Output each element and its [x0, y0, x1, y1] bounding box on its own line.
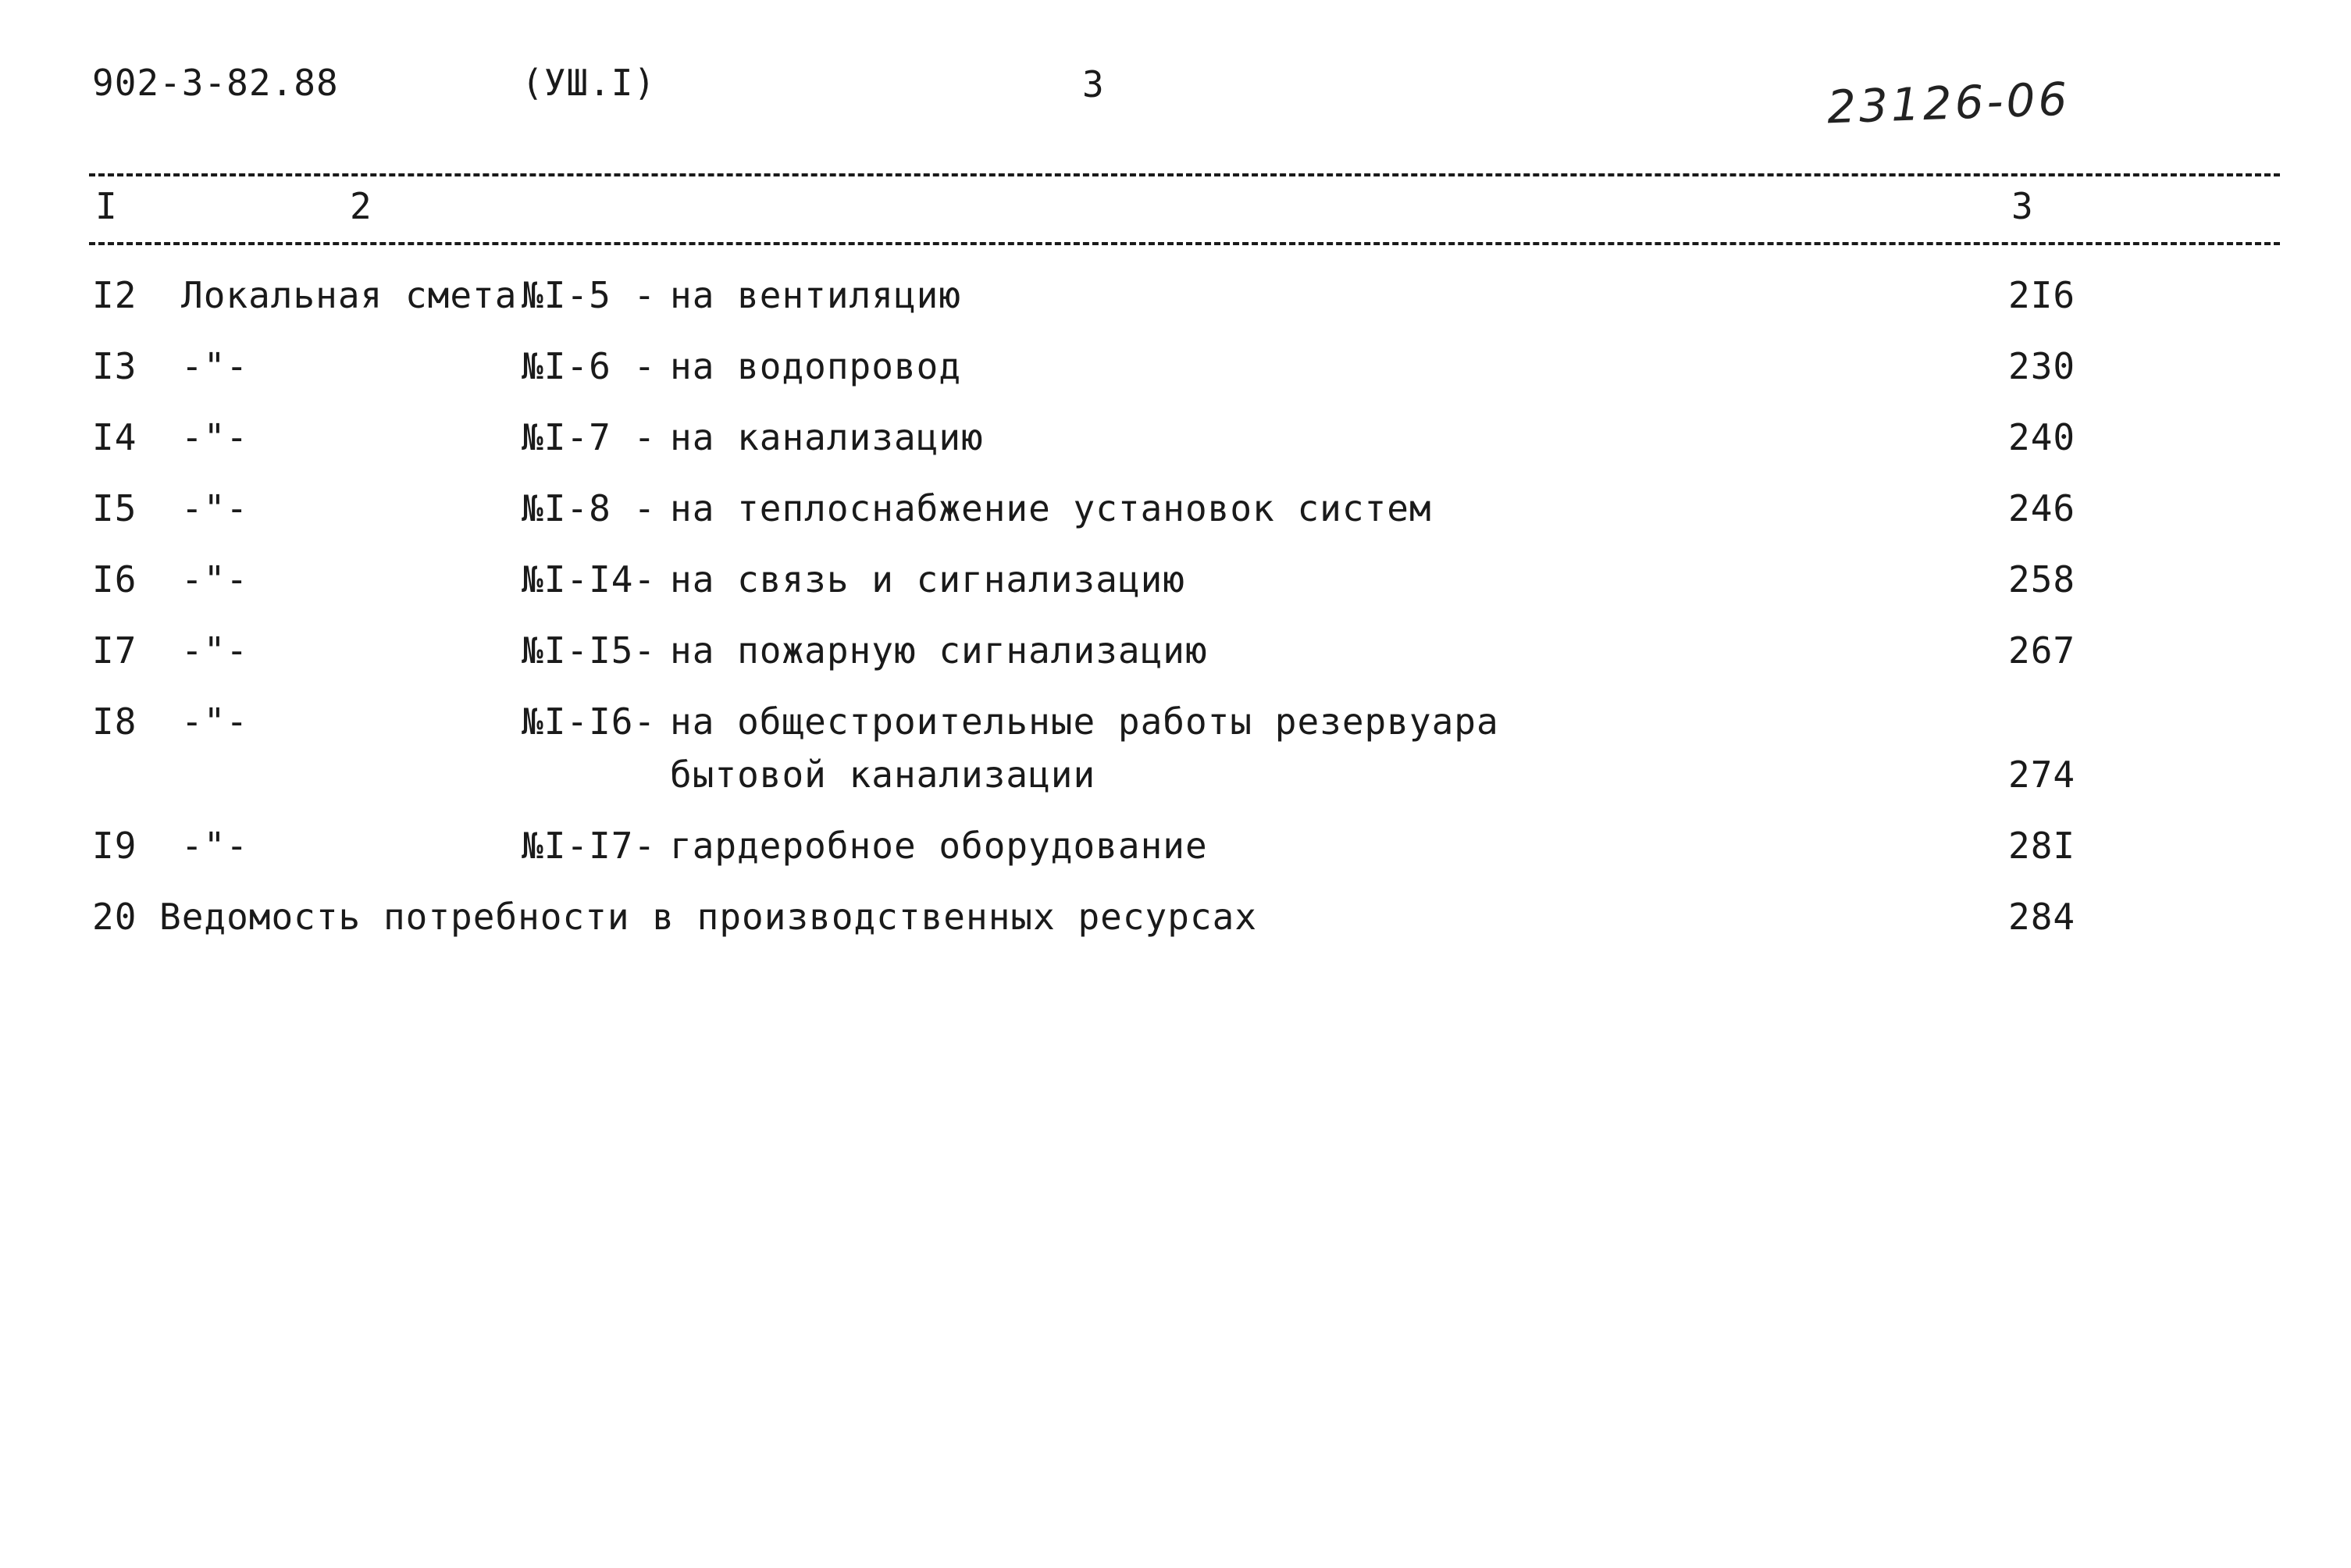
- row-description: на теплоснабжение установок систем: [670, 487, 1432, 529]
- row-description: на канализацию: [670, 416, 984, 458]
- column-header-1: I: [95, 185, 118, 227]
- row-description: Ведомость потребности в производственных ресурсах: [159, 896, 1258, 938]
- row-page: 267: [2008, 629, 2076, 672]
- table-row: [0, 824, 2351, 871]
- row-description: на водопровод: [670, 345, 962, 387]
- row-description-continued: бытовой канализации: [670, 754, 1096, 796]
- table-row: [0, 273, 2351, 320]
- row-page: 230: [2008, 345, 2076, 387]
- table-row: [0, 629, 2351, 675]
- row-number: I2: [92, 274, 137, 316]
- row-code: №I-6 -: [522, 345, 657, 387]
- table-row: [0, 415, 2351, 462]
- row-label: -"-: [181, 700, 249, 743]
- row-number: I5: [92, 487, 137, 529]
- section-number: (УШ.I): [522, 62, 657, 104]
- row-code: №I-I7-: [522, 825, 657, 867]
- table-row: [0, 558, 2351, 604]
- table-header-rule: [89, 242, 2280, 245]
- row-description: гардеробное оборудование: [670, 825, 1208, 867]
- row-description: на связь и сигнализацию: [670, 558, 1185, 600]
- row-code: №I-I4-: [522, 558, 657, 600]
- row-code: №I-I6-: [522, 700, 657, 743]
- row-page: 246: [2008, 487, 2076, 529]
- table-top-rule: [89, 173, 2280, 176]
- row-code: №I-8 -: [522, 487, 657, 529]
- page-number: 3: [1082, 63, 1105, 105]
- row-number: I4: [92, 416, 137, 458]
- column-header-3: 3: [2011, 185, 2034, 227]
- row-number: I7: [92, 629, 137, 672]
- table-row: [0, 486, 2351, 533]
- row-page: 284: [2008, 896, 2076, 938]
- row-page: 28I: [2008, 825, 2076, 867]
- row-label: -"-: [181, 825, 249, 867]
- column-header-2: 2: [350, 185, 372, 227]
- row-code: №I-7 -: [522, 416, 657, 458]
- row-description: на общестроительные работы резервуара: [670, 700, 1499, 743]
- row-number: I8: [92, 700, 137, 743]
- row-label: -"-: [181, 345, 249, 387]
- table-row: [0, 344, 2351, 391]
- row-code: №I-I5-: [522, 629, 657, 672]
- row-number: 20: [92, 896, 137, 938]
- row-description: на вентиляцию: [670, 274, 962, 316]
- row-label: Локальная смета: [181, 274, 518, 316]
- row-page: 274: [2008, 754, 2076, 796]
- row-description: на пожарную сигнализацию: [670, 629, 1208, 672]
- row-label: -"-: [181, 629, 249, 672]
- table-row: [0, 895, 2351, 942]
- row-page: 240: [2008, 416, 2076, 458]
- row-page: 258: [2008, 558, 2076, 600]
- row-number: I3: [92, 345, 137, 387]
- table-row: [0, 700, 2351, 817]
- row-label: -"-: [181, 487, 249, 529]
- handwritten-inventory-number: 23126-06: [1826, 72, 2071, 134]
- row-label: -"-: [181, 558, 249, 600]
- row-number: I9: [92, 825, 137, 867]
- row-page: 2I6: [2008, 274, 2076, 316]
- row-number: I6: [92, 558, 137, 600]
- row-label: -"-: [181, 416, 249, 458]
- row-code: №I-5 -: [522, 274, 657, 316]
- document-code: 902-3-82.88: [92, 62, 339, 104]
